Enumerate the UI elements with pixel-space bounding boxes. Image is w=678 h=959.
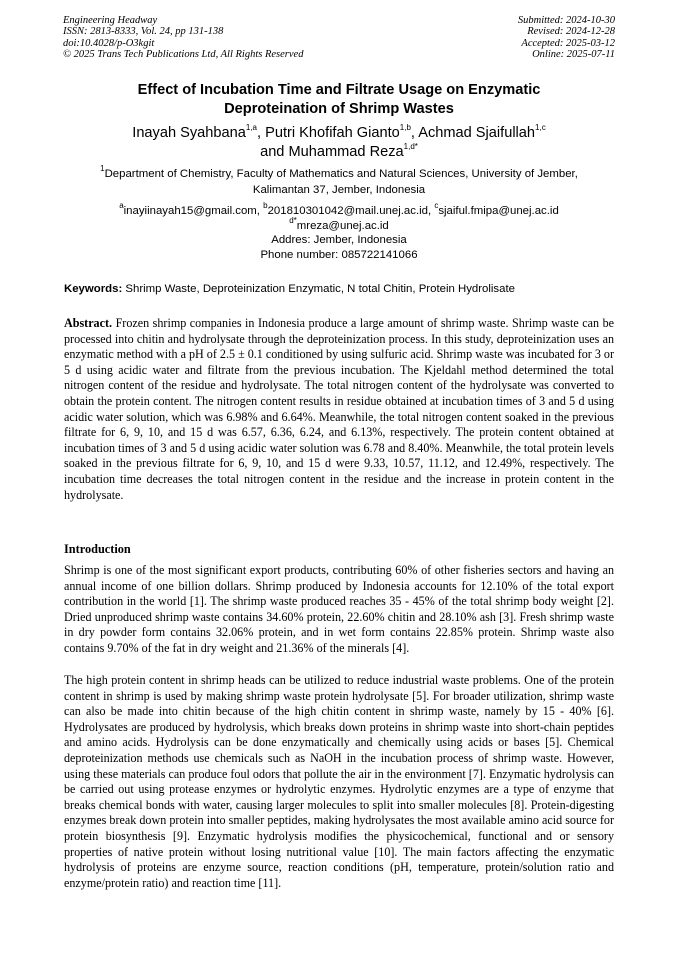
revised-date: Revised: 2024-12-28 [527, 26, 615, 38]
journal-name: Engineering Headway [63, 15, 158, 26]
email-link[interactable]: 201810301042@mail.unej.ac.id, [267, 205, 435, 217]
title-line-1: Effect of Incubation Time and Filtrate Usage on Enzymatic [137, 82, 541, 98]
author-affil-sup: 1,d* [403, 141, 418, 151]
online-date: Online: 2025-07-11 [532, 49, 615, 61]
author-list [40, 124, 638, 161]
author-name: Achmad Sjaifullah [418, 125, 536, 141]
keywords-label: Keywords: [64, 283, 123, 295]
author-line-1: Inayah Syahbana$^{1,a}$, Putri Khofifah Gianto$^{1,b}$, Achmad Sjaifullah$^{1,c}$ [132, 123, 546, 141]
affiliation-line-1 [60, 164, 618, 183]
email-sup: d* [289, 215, 297, 225]
affiliation-sup: 1 [100, 164, 105, 174]
email-link[interactable]: sjaiful.fmipa@unej.ac.id [438, 205, 559, 217]
abstract-label: Abstract. [64, 316, 113, 330]
introduction-heading: Introduction [64, 542, 131, 556]
journal-info [63, 15, 303, 61]
affiliation-text: Department of Chemistry, Faculty of Mathematics and Natural Sciences, University of Jember, [104, 168, 578, 180]
paper-title [40, 81, 638, 118]
phone-line: Phone number: 085722141066 [260, 248, 418, 261]
issn-line: ISSN: 2813-8333, Vol. 24, pp 131-138 [63, 26, 224, 38]
introduction-paragraph-1: Shrimp is one of the most significant export products, contributing 60% of other fisheries sectors and having an annual income of one billion dollars. Shrimp produced by Indonesia accounts for 12.10% of the total export contribution in the world [1]. The shrimp waste produced reaches 35 - 45% of the total shrimp body weight [2]. Dried unproduced shrimp waste contains 34.60% protein, 22.60% chitin and 28.10% ash [3]. Fresh shrimp waste in dry powder form contains 32.06% protein, and in wet form contains 22.85% protein. Shrimp waste also contains 9.70% of the fat in dry weight and 21.36% of the minerals [4]. [64, 563, 614, 655]
introduction-paragraph-2: The high protein content in shrimp heads can be utilized to reduce industrial waste problems. One of the protein content in shrimp is used by making shrimp waste protein hydrolysate [5]. For broader utilization, shrimp waste can also be made into chitin because of the high chitin content in shrimp waste, namely by 15 - 40% [6]. Hydrolysates are produced by hydrolysis, which breaks down proteins in shrimp waste into short-chain peptides and amino acids. Hydrolysis can be done enzymatically and chemically using acids or bases [5]. Chemical deproteinization methods use chemicals such as NaOH in the incubation process of shrimp waste. However, using these materials can produce foul odors that pollute the air in the environment [7]. Enzymatic hydrolysis can be carried out using protease enzymes or hydrolytic enzymes. Hydrolytic enzymes are a type of enzyme that breaks chemical bonds with water, causing larger molecules to split into smaller molecules [8]. Protein-digesting enzymes break down protein into smaller peptides, making hydrolysates the most available amino acid source for protein biosynthesis [9]. Enzymatic hydrolysis modifies the physicochemical, functional and or sensory properties of native protein without losing nutritional value [10]. The main factors affecting the enzymatic hydrolysis of proteins are enzyme source, reaction conditions (pH, temperature, protein/solution ratio and enzyme/protein ratio) and reaction time [11]. [64, 673, 614, 890]
email-sup: c [434, 201, 439, 211]
email-link[interactable]: mreza@unej.ac.id [296, 219, 389, 232]
author-name: Inayah Syahbana [132, 125, 246, 141]
author-affil-sup: 1,a [245, 123, 257, 133]
email-sup: a [119, 201, 124, 211]
abstract-text: Frozen shrimp companies in Indonesia produce a large amount of shrimp waste. Shrimp waste can be processed into chitin and hydrolysate through the deproteinization process. In this study, deproteinization uses an enzymatic method with a pH of 2.5 ± 0.1 conditioned by using sulfuric acid. Shrimp waste was incubated for 3 or 5 d using acidic water and filtrate from the previous incubation. The Kjeldahl method determined the total nitrogen content of the residue and hydrolysate. The total nitrogen content of the hydrolysate was converted to obtain the protein content. The nitrogen content results in residue obtained at incubation times of 3 and 5 d using acidic water solution, which was 6.98% and 6.64%. Meanwhile, the total nitrogen content soaked in the previous filtrate for 6, 9, 10, and 15 d was 6.57, 6.36, 6.24, and 6.13%, respectively. The protein content obtained at incubation times of 3 and 5 d using acidic water solution was 6.78 and 8.40%. Meanwhile, the total protein levels soaked in the previous filtrate for 6, 9, 10, and 15 d were 9.33, 10.57, 11.12, and 12.49%, respectively. The incubation time decreases the total nitrogen content in the residue and the increase in protein content in the hydrolysate. [64, 316, 614, 502]
abstract [64, 316, 614, 503]
accepted-date: Accepted: 2025-03-12 [521, 37, 615, 49]
author-line-2 [40, 143, 638, 162]
address-line: Addres: Jember, Indonesia [271, 234, 407, 246]
email-line-2 [40, 215, 638, 234]
copyright-line: © 2025 Trans Tech Publications Ltd, All Rights Reserved [63, 49, 304, 61]
contact-block [40, 201, 638, 262]
author-affil-sup: 1,b [399, 123, 411, 133]
doi-line: doi:10.4028/p-O3kgit [63, 37, 155, 49]
author-name: Putri Khofifah Gianto [265, 125, 400, 141]
submitted-date: Submitted: 2024-10-30 [517, 15, 615, 26]
email-link[interactable]: inayiinayah15@gmail.com, [123, 205, 264, 217]
email-line-1 [40, 201, 638, 219]
title-line-2: Deproteination of Shrimp Wastes [224, 100, 454, 117]
author-affil-sup: 1,c [535, 123, 546, 133]
affiliation [60, 164, 618, 198]
email-sup: b [263, 201, 268, 211]
author-name: and Muhammad Reza [260, 143, 404, 160]
affiliation-line-2: Kalimantan 37, Jember, Indonesia [252, 183, 426, 196]
keywords-text: Shrimp Waste, Deproteinization Enzymatic, N total Chitin, Protein Hydrolisate [122, 283, 515, 295]
keywords [64, 282, 614, 296]
publication-dates [518, 15, 615, 61]
